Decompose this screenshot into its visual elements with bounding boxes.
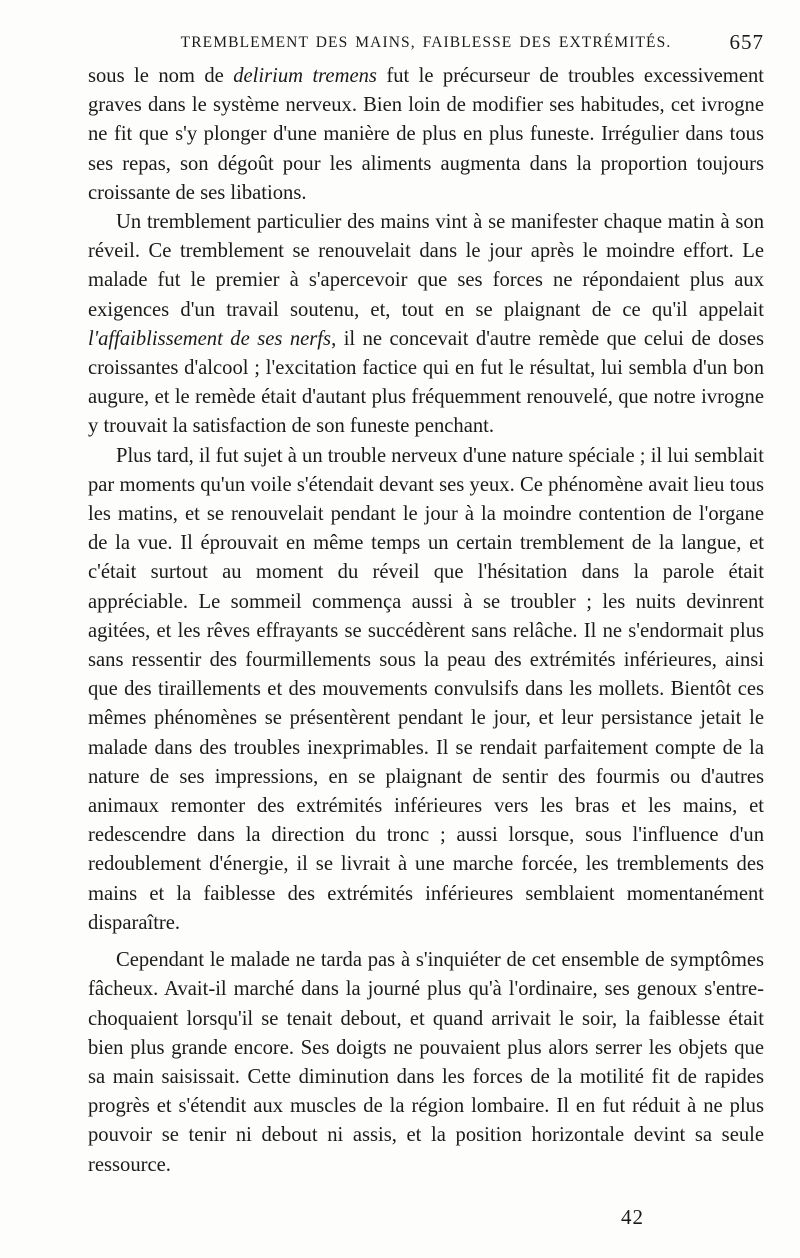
paragraph: Un tremblement particulier des mains vint à se manifester chaque matin à son réveil. Ce tremblement se renouvelait dans le jour après le moindre effort. Le malade fut le premier à s'apercevoir que ses forces ne répondaient plus aux exigences d'un travail soutenu, et, tout en se plaignant de ce qu'il appelait l'affaiblissement de ses nerfs, il ne concevait d'autre remède que celui de doses croissantes d'alcool ; l'excitation factice qui en fut le résultat, lui sembla d'un bon augure, et le remède était d'autant plus fréquemment renouvelé, que notre ivrogne y trouvait la satisfaction de son funeste penchant.: [88, 211, 764, 438]
paragraph: sous le nom de delirium tremens fut le précurseur de troubles excessivement graves dans le système nerveux. Bien loin de modifier ses habitudes, cet ivrogne ne fit que s'y plonger d'une manière de plus en plus funeste. Irrégulier dans tous ses repas, son dégoût pour les aliments augmenta dans la proportion toujours croissante de ses libations.: [88, 65, 764, 204]
paragraph: Cependant le malade ne tarda pas à s'inquiéter de cet ensemble de symptômes fâcheux. Avait-il marché dans la journé plus qu'à l'ordinaire, ses genoux s'entre-choquaient lorsqu'il se tenait debout, et quand arrivait le soir, la faiblesse était bien plus grande encore. Ses doigts ne pouvaient plus alors serrer les objets que sa main saisissait. Cette diminution dans les forces de la motilité fit de rapides progrès et s'étendit aux muscles de la région lombaire. Il en fut réduit à ne plus pouvoir se tenir ni debout ni assis, et la position horizontale devint sa seule ressource.: [88, 949, 764, 1176]
italic-phrase: l'affaiblissement de ses nerfs: [88, 327, 332, 350]
running-title: TREMBLEMENT DES MAINS, FAIBLESSE DES EXTRÉMITÉS.: [180, 34, 672, 51]
running-header: [88, 30, 764, 56]
paragraph: Plus tard, il fut sujet à un trouble nerveux d'une nature spéciale ; il lui semblait par moments qu'un voile s'étendait devant ses yeux. Ce phénomène avait lieu tous les matins, et se renouvelait pendant le jour à la moindre contention de l'organe de la vue. Il éprouvait en même temps un certain tremblement de la langue, et c'était surtout au moment du réveil que l'hésitation dans la parole était appréciable. Le sommeil commença aussi à se troubler ; les nuits devinrent agitées, et les rêves effrayants se succédèrent sans relâche. Il ne s'endormait plus sans ressentir des fourmillements sous la peau des extrémités inférieures, ainsi que des tiraillements et des mouvements convulsifs dans les mollets. Bientôt ces mêmes phénomènes se présentèrent pendant le jour, et leur persistance jetait le malade dans des troubles inexprimables. Il se rendait parfaitement compte de la nature de ses impressions, en se plaignant de sentir des fourmis ou d'autres animaux remonter des extrémités inférieures vers les bras et les mains, et redescendre dans la direction du tronc ; aussi lorsque, sous l'influence d'un redoublement d'énergie, il se livrait à une marche forcée, les tremblements des mains et la faiblesse des extrémités inférieures semblaient momentanément disparaître.: [88, 444, 764, 934]
page-number: 657: [729, 30, 764, 54]
italic-phrase: delirium tremens: [233, 65, 377, 87]
body-text: [88, 62, 764, 1180]
signature-mark: 42: [621, 1205, 644, 1229]
